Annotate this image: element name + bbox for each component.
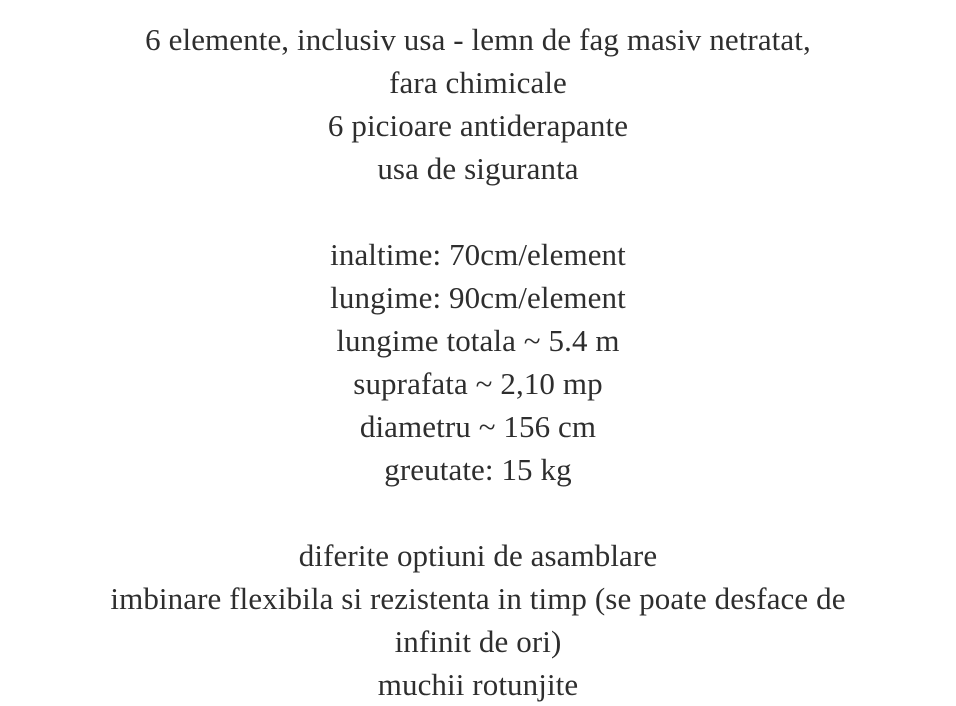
section-spacer: [0, 491, 956, 534]
spec-surface: suprafata ~ 2,10 mp: [353, 366, 603, 401]
spec-total-length: lungime totala ~ 5.4 m: [336, 323, 620, 358]
assembly-line: infinit de ori): [394, 624, 562, 659]
spec-weight: greutate: 15 kg: [384, 452, 572, 487]
features-section: [0, 18, 956, 190]
assembly-line: diferite optiuni de asamblare: [298, 538, 658, 573]
spec-diameter: diametru ~ 156 cm: [359, 409, 597, 444]
specs-section: [0, 233, 956, 491]
assembly-section: [0, 534, 956, 706]
assembly-line: muchii rotunjite: [377, 667, 579, 702]
product-description: [0, 18, 956, 706]
spec-length: lungime: 90cm/element: [330, 280, 626, 315]
feature-line: usa de siguranta: [377, 151, 579, 186]
assembly-line: imbinare flexibila si rezistenta in timp (se poate desface de: [110, 581, 846, 616]
feature-line: fara chimicale: [389, 65, 567, 100]
section-spacer: [0, 190, 956, 233]
spec-height: inaltime: 70cm/element: [330, 237, 626, 272]
feature-line: 6 picioare antiderapante: [327, 108, 629, 143]
feature-line: 6 elemente, inclusiv usa - lemn de fag masiv netratat,: [145, 22, 811, 57]
